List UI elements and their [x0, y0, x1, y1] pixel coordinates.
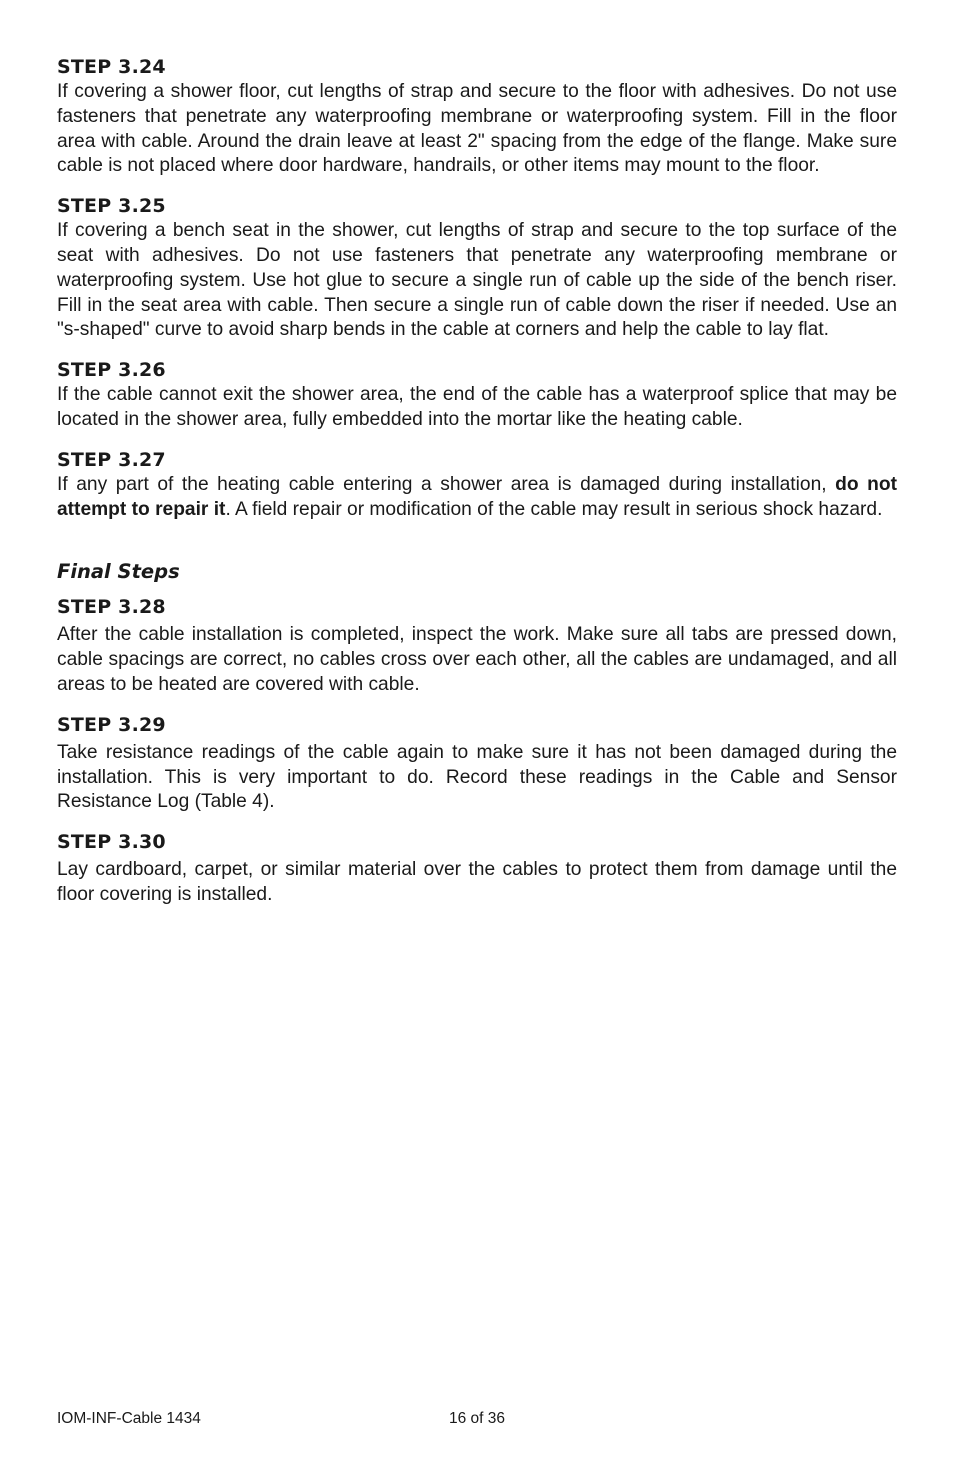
step-heading: STEP 3.27 [57, 448, 166, 471]
step-body: Take resistance readings of the cable again to make sure it has not been damaged during the installation. This is very important to do. Record these readings in the Cable and Sensor Resistance Log (Table 4). [57, 741, 897, 813]
step-3-28 [57, 594, 897, 697]
step-3-26 [57, 357, 897, 433]
step-body: If covering a bench seat in the shower, cut lengths of strap and secure to the top surface of the seat with adhesives. Do not use fasteners that penetrate any waterproofing membrane or waterproofing system. Use hot glue to secure a single run of cable up the side of the bench riser. Fill in the seat area with cable. Then secure a single run of cable down the riser if needed. Use an "s-shaped" curve to avoid sharp bends in the cable at corners and help the cable to lay flat. [57, 220, 897, 341]
step-heading: STEP 3.29 [57, 713, 166, 736]
step-3-27 [57, 447, 897, 523]
step-heading: STEP 3.24 [57, 56, 166, 78]
warning-emphasis: do not attempt to repair it [57, 473, 897, 520]
step-heading: STEP 3.28 [57, 596, 166, 619]
step-body [57, 473, 897, 523]
step-3-24 [57, 54, 897, 179]
step-heading: STEP 3.26 [57, 359, 166, 382]
step-body: Lay cardboard, carpet, or similar material over the cables to protect them from damage until the floor covering is installed. [57, 859, 897, 905]
step-body-text: If any part of the heating cable entering a shower area is damaged during installation, [57, 473, 836, 495]
step-body: If the cable cannot exit the shower area, the end of the cable has a waterproof splice that may be located in the shower area, fully embedded into the mortar like the heating cable. [57, 384, 897, 430]
footer-page-number: 16 of 36 [449, 1410, 506, 1427]
step-body: If covering a shower floor, cut lengths of strap and secure to the floor with adhesives. Do not use fasteners that penetrate any waterproofing membrane or waterproofing system. Fill in the floor area with cable. Around the drain leave at least 2" spacing from the edge of the flange. Make sure cable is not placed where door hardware, handrails, or other items may mount to the floor. [57, 81, 897, 177]
step-body-text: . A field repair or modification of the cable may result in serious shock hazard. [225, 498, 883, 520]
step-heading: STEP 3.25 [57, 195, 166, 218]
step-heading: STEP 3.30 [57, 831, 166, 854]
footer-doc-id: IOM-INF-Cable 1434 [57, 1410, 201, 1427]
step-3-25 [57, 193, 897, 343]
step-body: After the cable installation is completed, inspect the work. Make sure all tabs are pressed down, cable spacings are correct, no cables cross over each other, all the cables are undamaged, and all areas to be heated are covered with cable. [57, 624, 897, 695]
step-3-30 [57, 829, 897, 908]
step-3-29 [57, 712, 897, 815]
page-content [57, 54, 897, 922]
section-title: Final Steps [57, 560, 180, 584]
